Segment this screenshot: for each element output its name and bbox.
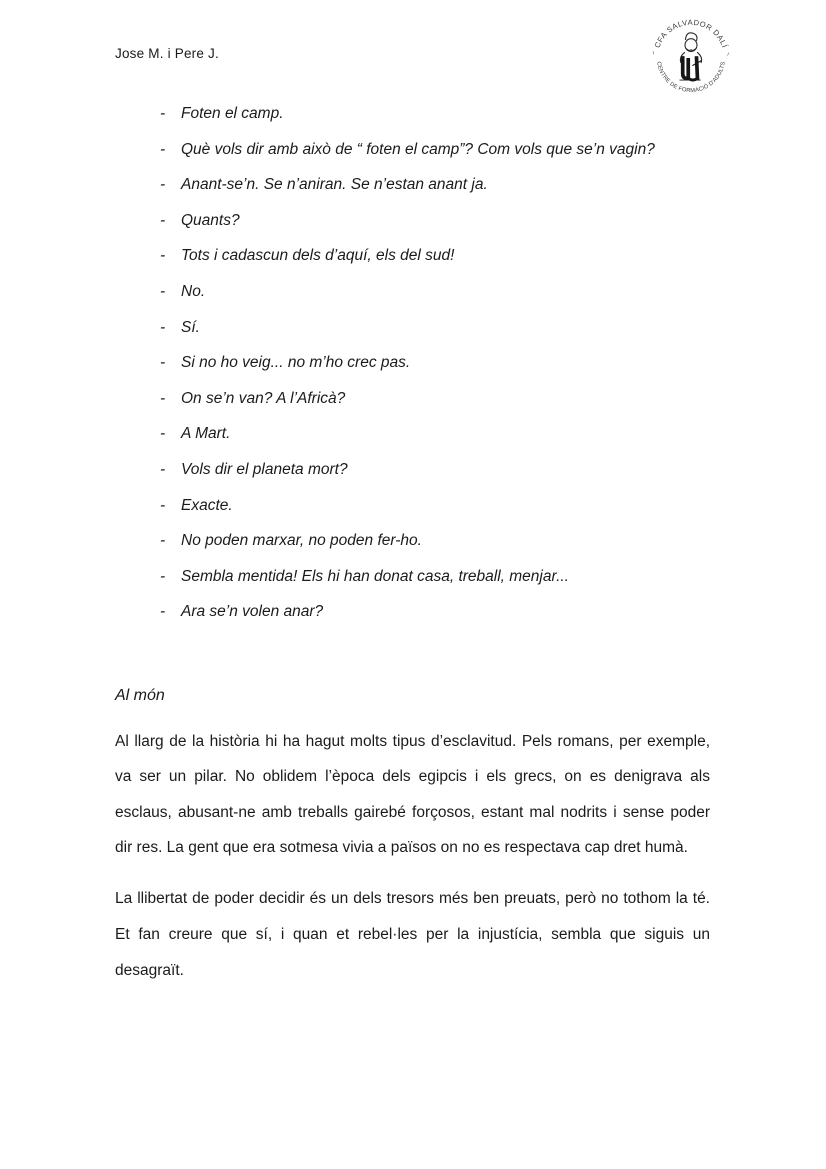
dash-bullet: - (160, 389, 166, 407)
dash-bullet: - (160, 211, 166, 229)
dash-bullet: - (160, 176, 166, 194)
dialogue-line (115, 559, 710, 595)
dialogue-text: Quants? (181, 211, 240, 229)
header-author: Jose M. i Pere J. (115, 46, 219, 61)
dialogue-line (115, 488, 710, 524)
dialogue-text: Foten el camp. (181, 105, 284, 122)
dialogue-text: Exacte. (181, 496, 233, 514)
dash-bullet: - (160, 247, 166, 265)
dialogue-line (115, 594, 710, 630)
dialogue-line (115, 96, 710, 132)
dash-bullet: - (160, 603, 166, 621)
dialogue-text: Tots i cadascun dels d’aquí, els del sud! (181, 247, 455, 265)
dialogue-line (115, 203, 710, 239)
dialogue-line (115, 452, 710, 488)
dialogue-line (115, 416, 710, 452)
logo-top-arc-text: CFA SALVADOR DALÍ (652, 17, 730, 50)
dialogue-line (115, 274, 710, 310)
dialogue-text: No. (181, 282, 206, 300)
dialogue-text: Si no ho veig... no m’ho crec pas. (181, 354, 411, 372)
body-paragraph: Al llarg de la història hi ha hagut molts tipus d’esclavitud. Pels romans, per exemple, va ser un pilar. No oblidem l’època dels egipcis i els grecs, on es denigrava als esclaus, abusant-ne amb treballs gairebé forçosos, estant mal nodrits i sense poder dir res. La gent que era sotmesa vivia a països on no es respectava cap dret humà. (115, 732, 710, 857)
dialogue-text: Vols dir el planeta mort? (181, 460, 348, 478)
dialogue-text: Ara se’n volen anar? (181, 603, 324, 621)
body-paragraph: La llibertat de poder decidir és un dels tresors més ben preuats, però no tothom la té. Et fan creure que sí, i quan et rebel·les per la injustícia, sembla que siguis un desagraït. (115, 890, 710, 979)
dialogue-list (115, 96, 710, 630)
dash-bullet: - (160, 318, 166, 336)
dash-bullet: - (160, 282, 166, 300)
dialogue-line (115, 310, 710, 346)
dash-bullet: - (160, 532, 166, 550)
dialogue-line (115, 381, 710, 417)
dash-bullet: - (160, 567, 166, 585)
logo-letters-icon (680, 58, 701, 80)
dialogue-text: On se’n van? A l’Africà? (181, 389, 346, 407)
school-seal-logo (645, 12, 737, 104)
dialogue-line (115, 167, 710, 203)
logo-left-ornament: ~ (648, 49, 657, 56)
section-heading: Al món (115, 686, 165, 704)
dash-bullet: - (160, 425, 166, 443)
dialogue-text: A Mart. (181, 425, 231, 443)
dash-bullet: - (160, 496, 166, 514)
dialogue-text: Què vols dir amb això de “ foten el camp”? Com vols que se’n vagin? (181, 140, 655, 158)
logo-bottom-arc-text: CENTRE DE FORMACIÓ D'ADULTS (655, 61, 727, 95)
dialogue-text: Anant-se’n. Se n’aniran. Se n’estan anant ja. (181, 176, 488, 194)
page-content (115, 96, 710, 1004)
dialogue-text: Sí. (181, 318, 200, 336)
logo-right-ornament: ~ (724, 51, 733, 58)
dialogue-line (115, 345, 710, 381)
dialogue-text: No poden marxar, no poden fer-ho. (181, 532, 422, 550)
dialogue-text: Sembla mentida! Els hi han donat casa, treball, menjar... (181, 567, 569, 585)
dialogue-line (115, 132, 710, 168)
dash-bullet: - (160, 460, 166, 478)
dash-bullet: - (160, 140, 166, 158)
dash-bullet: - (160, 354, 166, 372)
dialogue-line (115, 238, 710, 274)
dialogue-line (115, 523, 710, 559)
dash-bullet: - (160, 105, 166, 122)
